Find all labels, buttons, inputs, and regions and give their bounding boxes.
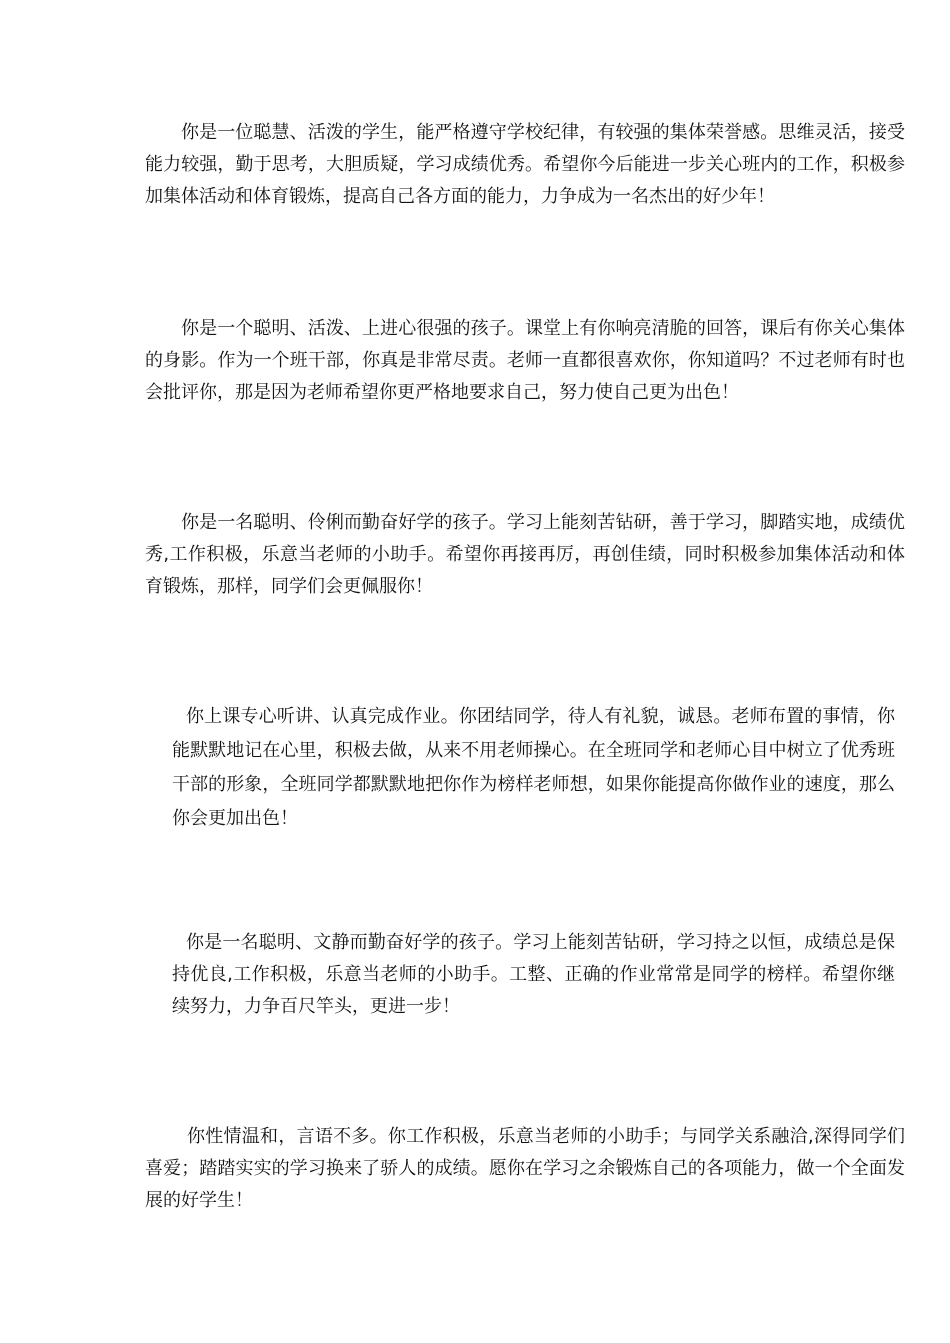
- comment-paragraph-5: 你是一名聪明、文静而勤奋好学的孩子。学习上能刻苦钻研，学习持之以恒，成绩总是保持优良,工作积极，乐意当老师的小助手。工整、正确的作业常常是同学的榜样。希望你继续努力，力争百尺竿头，更进一步！: [172, 932, 895, 1017]
- comment-paragraph-4: 你上课专心听讲、认真完成作业。你团结同学，待人有礼貌，诚恳。老师布置的事情，你能默默地记在心里，积极去做，从来不用老师操心。在全班同学和老师心目中树立了优秀班干部的形象，全班同学都默默地把你作为榜样老师想，如果你能提高你做作业的速度，那么你会更加出色！: [172, 706, 895, 829]
- comment-paragraph-1: 你是一位聪慧、活泼的学生，能严格遵守学校纪律，有较强的集体荣誉感。思维灵活，接受能力较强，勤于思考，大胆质疑，学习成绩优秀。希望你今后能进一步关心班内的工作，积极参加集体活动和体育锻炼，提高自己各方面的能力，力争成为一名杰出的好少年！: [145, 122, 905, 207]
- comment-paragraph-3: 你是一名聪明、伶俐而勤奋好学的孩子。学习上能刻苦钻研，善于学习，脚踏实地，成绩优秀,工作积极，乐意当老师的小助手。希望你再接再厉，再创佳绩，同时积极参加集体活动和体育锻炼，那样，同学们会更佩服你！: [145, 512, 905, 597]
- comment-paragraph-6: 你性情温和，言语不多。你工作积极，乐意当老师的小助手；与同学关系融洽,深得同学们喜爱；踏踏实实的学习换来了骄人的成绩。愿你在学习之余锻炼自己的各项能力，做一个全面发展的好学生！: [145, 1126, 905, 1211]
- comment-paragraph-2: 你是一个聪明、活泼、上进心很强的孩子。课堂上有你响亮清脆的回答，课后有你关心集体的身影。作为一个班干部，你真是非常尽责。老师一直都很喜欢你，你知道吗？不过老师有时也会批评你，那是因为老师希望你更严格地要求自己，努力使自己更为出色！: [145, 318, 905, 403]
